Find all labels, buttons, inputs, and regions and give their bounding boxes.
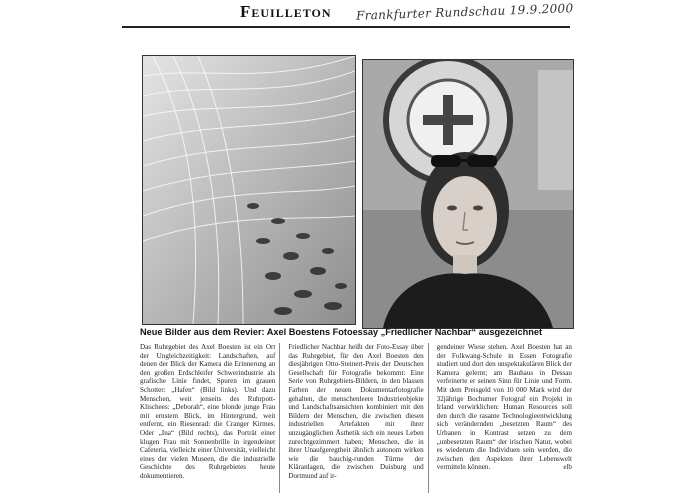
photo-ina-image [363,60,573,328]
section-title: Feuilleton [240,2,332,21]
photo-hafen-image [143,56,355,324]
article-column-3-text: gendeiner Wiese stehen. Axel Boesten hat an der Folkwang-Schule in Essen Fotografie studiert und dort den unspektakulären Blick der Kamera gelernt; am Bauhaus in Dessau verfeinerte er seinen Sinn für Linie und Form. Mit dem Preisgeld von 10 000 Mark wird der 32jährige Bochumer Fotograf ein Projekt in Irland verwirklichen: Human Resources soll den durch die rasante Technologieentwicklung sich verändernden „besetzten Raum“ des Urbanen in Kontrast setzen zu dem „unbesetzten Raum“ der irischen Natur, wobei es wiederum die Individuen sein werden, die zwischen den Aspekten ihrer Lebenswelt vermitteln können. [436,343,572,472]
handwritten-source-note: Frankfurter Rundschau 19.9.2000 [355,1,574,23]
article-column-2: Friedlicher Nachbar heißt der Foto-Essay über das Ruhrgebiet, für den Axel Boesten den diesjährigen Otto-Steinert-Preis der Deutschen Gesellschaft für Fotografie bekommt: Eine Serie von Ruhrgebiets-Bildern, in den blassen Farben der neuen Dokumentarfotografie gehalten, die menschenleere Industrieobjekte und Landschaftsansichten kombiniert mit den Bildern der Menschen, die zwischen diesen industriellen Artefakten mit ihrer unzugänglichen Ästhetik sich ein neues Leben zurechtgezimmert haben; Menschen, die in ihrer Unaufgeregtheit ähnlich autonom wirken wie die bauchig-runden Türme der Kläranlagen, die zwischen Duisburg und Dortmund auf ir- [288,343,428,493]
article-column-1: Das Ruhrgebiet des Axel Boesten ist ein Ort der Ungleichzeitigkeit: Landschaften, auf denen der Blick der Kamera die Erinnerung an den großen Erdschleifer Schwerindustrie als grafische Linie findet, Spuren im grauen Schotter: „Hafen“ (Bild links). Und dazu Menschen, weit jenseits des Ruhrpott-Klischees: „Deborah“, eine blonde junge Frau mit ernstem Blick, im Hintergrund, weit entfernt, ein Riesenrad: die Cranger Kirmes. Oder „Ina“ (Bild rechts), das Porträt einer klugen Frau mit Sonnenbrille in irgendeiner Cafeteria, vielleicht einer Universität, vielleicht eines der vielen Museen, die die industrielle Geschichte des Ruhrgebietes heute dokumentieren. [140,343,280,493]
header-rule [122,26,570,28]
article-column-3 [437,343,572,493]
photo-hafen [142,55,356,325]
author-signature: elb [563,463,572,472]
photo-caption: Neue Bilder aus dem Revier: Axel Boestens Fotoessay „Friedlicher Nachbar“ ausgezeichnet [140,327,543,337]
article-body [140,343,572,493]
photo-ina-portrait [362,59,574,329]
